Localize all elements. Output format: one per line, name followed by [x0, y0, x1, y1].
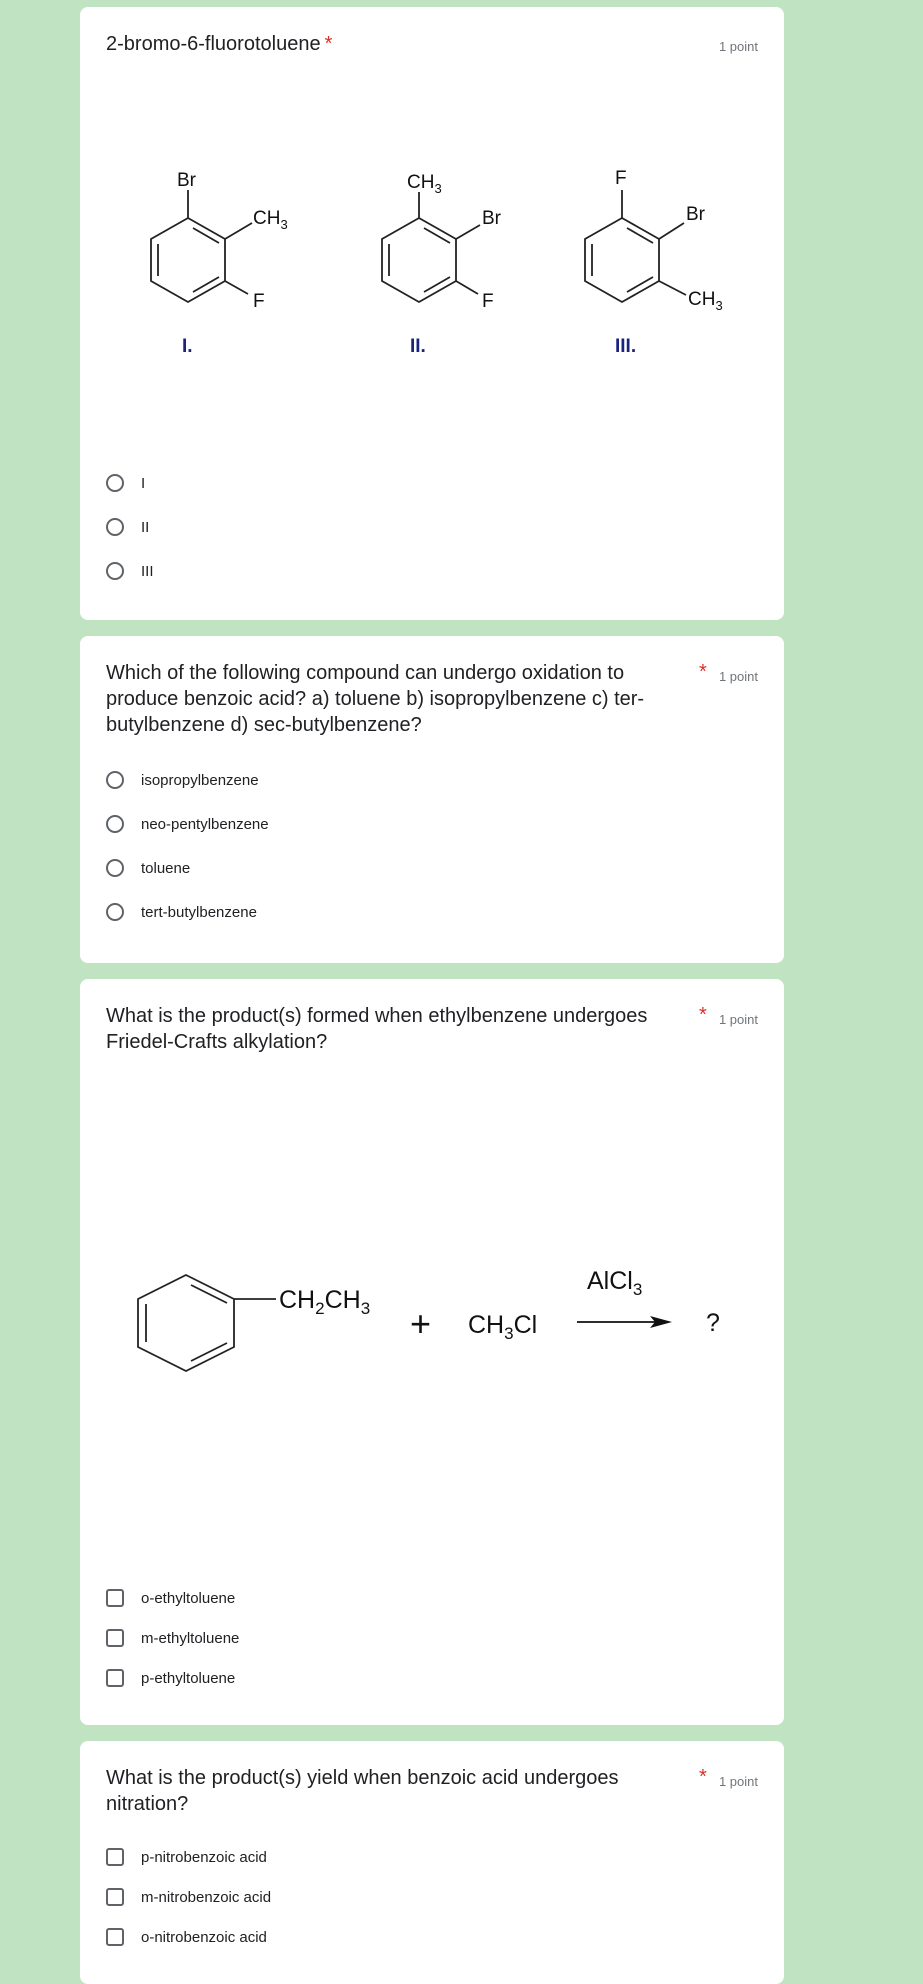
question-title-line-3: butylbenzene d) sec-butylbenzene?	[106, 714, 422, 736]
question-title-line-1: What is the product(s) formed when ethylbenzene undergoes	[106, 1005, 648, 1027]
option-tert-butylbenzene[interactable]	[106, 899, 257, 925]
points-label: 1 point	[718, 39, 758, 54]
s1-right-label: $CH_3$	[253, 208, 288, 232]
radio-button[interactable]	[106, 474, 124, 492]
question-title	[106, 660, 691, 738]
checkbox[interactable]	[106, 1848, 124, 1866]
checkbox[interactable]	[106, 1629, 124, 1647]
points-label: 1 point	[718, 669, 758, 684]
radio-button[interactable]	[106, 859, 124, 877]
structure-3	[585, 190, 686, 302]
reagent: $CH_3Cl$	[468, 1311, 538, 1343]
structure-2	[382, 192, 480, 302]
option-m-nitrobenzoic-acid[interactable]	[106, 1884, 271, 1910]
question-title	[106, 1765, 691, 1817]
option-o-nitrobenzoic-acid[interactable]	[106, 1924, 267, 1950]
points-label: 1 point	[718, 1774, 758, 1789]
s3-low-label: $CH_3$	[688, 289, 723, 313]
catalyst: AlCl$_3$	[587, 1267, 643, 1299]
question-title-line-2: Friedel-Crafts alkylation?	[106, 1031, 328, 1053]
option-label: p-nitrobenzoic acid	[141, 1848, 267, 1866]
s3-right-label: Br	[686, 204, 705, 225]
option-neo-pentylbenzene[interactable]	[106, 811, 269, 837]
radio-button[interactable]	[106, 903, 124, 921]
structures-image	[80, 147, 784, 377]
option-m-ethyltoluene[interactable]	[106, 1625, 239, 1651]
question-title-line-2: produce benzoic acid? a) toluene b) isopropylbenzene c) ter-	[106, 688, 645, 710]
question-title-line-1: Which of the following compound can undergo oxidation to	[106, 662, 625, 684]
checkbox[interactable]	[106, 1669, 124, 1687]
structure-1-label: I.	[182, 336, 193, 357]
question-title	[106, 31, 332, 57]
checkbox[interactable]	[106, 1928, 124, 1946]
checkbox[interactable]	[106, 1589, 124, 1607]
question-card-1	[80, 7, 784, 620]
question-title	[106, 1003, 691, 1055]
s2-right-label: Br	[482, 208, 501, 229]
points-label: 1 point	[718, 1012, 758, 1027]
option-i[interactable]	[106, 470, 145, 496]
question-card-2	[80, 636, 784, 963]
reaction-image	[80, 1259, 784, 1419]
option-label: II	[141, 518, 150, 536]
option-p-nitrobenzoic-acid[interactable]	[106, 1844, 267, 1870]
structure-3-label: III.	[615, 336, 637, 357]
option-ii[interactable]	[106, 514, 149, 540]
option-isopropylbenzene[interactable]	[106, 767, 259, 793]
plus-sign: +	[410, 1303, 432, 1344]
ethyl-substituent: $CH_2CH_3$	[279, 1286, 371, 1318]
s2-low-label: F	[482, 291, 494, 312]
product-question-mark: ?	[706, 1309, 720, 1337]
option-label: p-ethyltoluene	[141, 1669, 236, 1687]
question-title-line-1: What is the product(s) yield when benzoic acid undergoes	[106, 1767, 619, 1789]
s1-low-label: F	[253, 291, 265, 312]
benzene-ring	[138, 1275, 276, 1371]
option-o-ethyltoluene[interactable]	[106, 1585, 235, 1611]
option-label: tert-butylbenzene	[141, 903, 257, 921]
required-asterisk: *	[699, 1004, 707, 1026]
s1-top-label: Br	[177, 170, 196, 191]
s2-top-label: $CH_3$	[407, 172, 442, 196]
option-label: toluene	[141, 859, 191, 877]
structure-2-label: II.	[410, 336, 426, 357]
option-label: m-nitrobenzoic acid	[141, 1888, 272, 1906]
option-label: o-ethyltoluene	[141, 1589, 236, 1607]
structure-1	[151, 190, 252, 302]
radio-button[interactable]	[106, 771, 124, 789]
option-p-ethyltoluene[interactable]	[106, 1665, 235, 1691]
option-label: m-ethyltoluene	[141, 1629, 240, 1647]
required-asterisk: *	[324, 33, 333, 55]
option-iii[interactable]	[106, 558, 154, 584]
radio-button[interactable]	[106, 562, 124, 580]
radio-button[interactable]	[106, 815, 124, 833]
question-card-4	[80, 1741, 784, 1984]
option-label: I	[141, 474, 146, 492]
option-label: o-nitrobenzoic acid	[141, 1928, 267, 1946]
option-label: isopropylbenzene	[141, 771, 259, 789]
question-title-text: 2-bromo-6-fluorotoluene	[106, 33, 321, 55]
option-label: neo-pentylbenzene	[141, 815, 269, 833]
question-title-line-2: nitration?	[106, 1793, 189, 1815]
reaction-arrow	[577, 1316, 672, 1328]
s3-top-label: F	[615, 168, 627, 189]
checkbox[interactable]	[106, 1888, 124, 1906]
radio-button[interactable]	[106, 518, 124, 536]
option-label: III	[141, 562, 154, 580]
required-asterisk: *	[699, 661, 707, 683]
required-asterisk: *	[699, 1766, 707, 1788]
question-card-3	[80, 979, 784, 1725]
option-toluene[interactable]	[106, 855, 190, 881]
